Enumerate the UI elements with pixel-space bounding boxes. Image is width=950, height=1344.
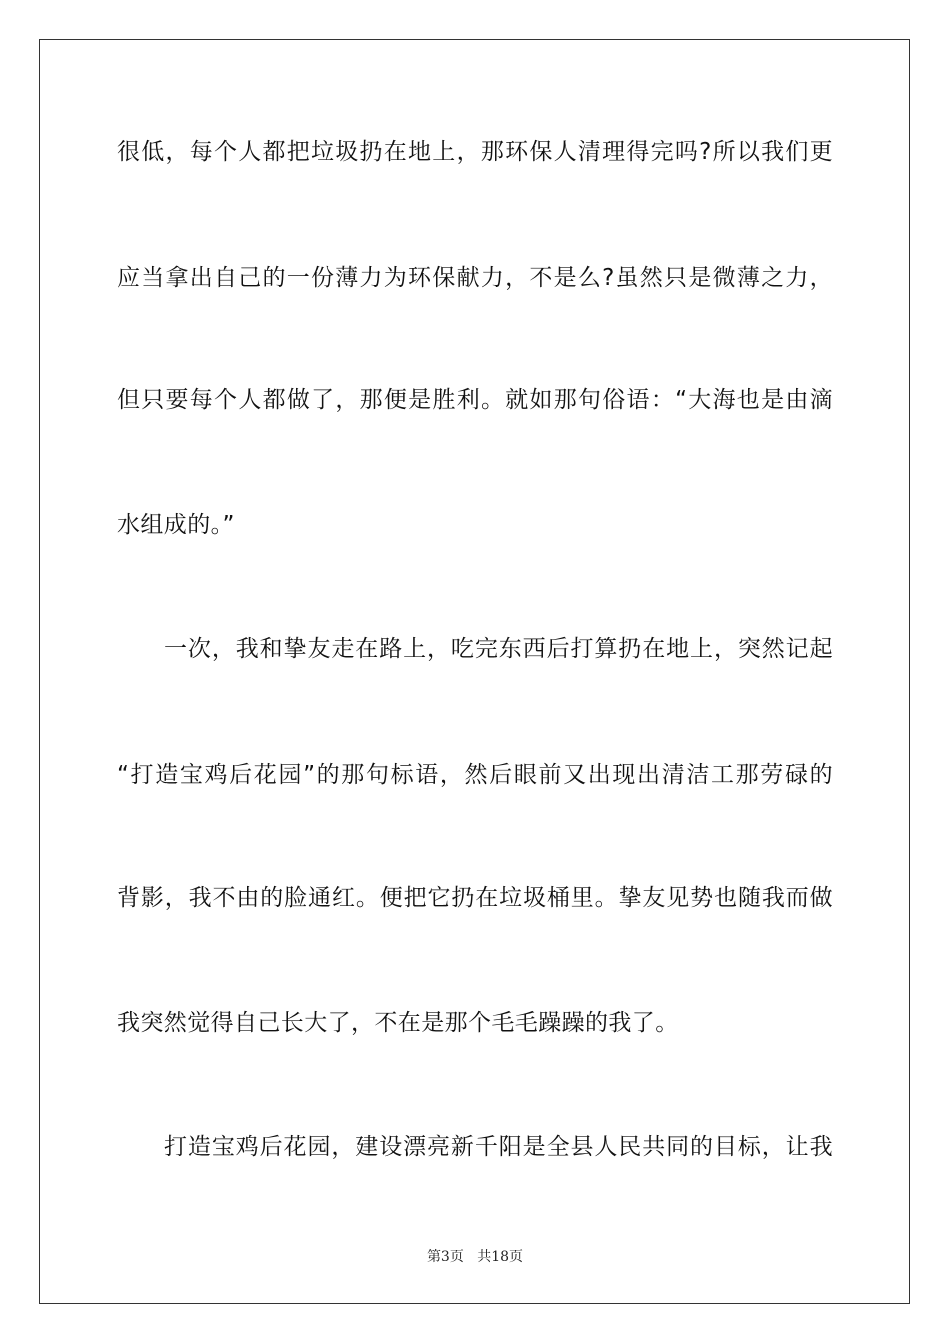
text-line: “打造宝鸡后花园”的那句标语，然后眼前又出现出清洁工那劳碌的 — [117, 762, 833, 788]
page-total: 共18页 — [477, 1249, 524, 1265]
text-line: 很低，每个人都把垃圾扔在地上，那环保人清理得完吗?所以我们更 — [117, 139, 833, 165]
paragraph-start-line: 一次，我和挚友走在路上，吃完东西后打算扔在地上，突然记起 — [164, 636, 833, 662]
text-line: 水组成的。” — [117, 512, 235, 538]
page-number: 第3页 — [426, 1249, 464, 1265]
paragraph-start-line: 打造宝鸡后花园，建设漂亮新千阳是全县人民共同的目标，让我 — [164, 1134, 833, 1160]
text-line: 背影，我不由的脸通红。便把它扔在垃圾桶里。挚友见势也随我而做 — [117, 885, 833, 911]
text-line: 但只要每个人都做了，那便是胜利。就如那句俗语：“大海也是由滴 — [117, 387, 833, 413]
page-footer — [0, 1246, 950, 1266]
text-line: 应当拿出自己的一份薄力为环保献力，不是么?虽然只是微薄之力， — [117, 265, 833, 291]
page-border — [39, 39, 910, 1304]
text-line: 我突然觉得自己长大了，不在是那个毛毛躁躁的我了。 — [117, 1010, 679, 1036]
